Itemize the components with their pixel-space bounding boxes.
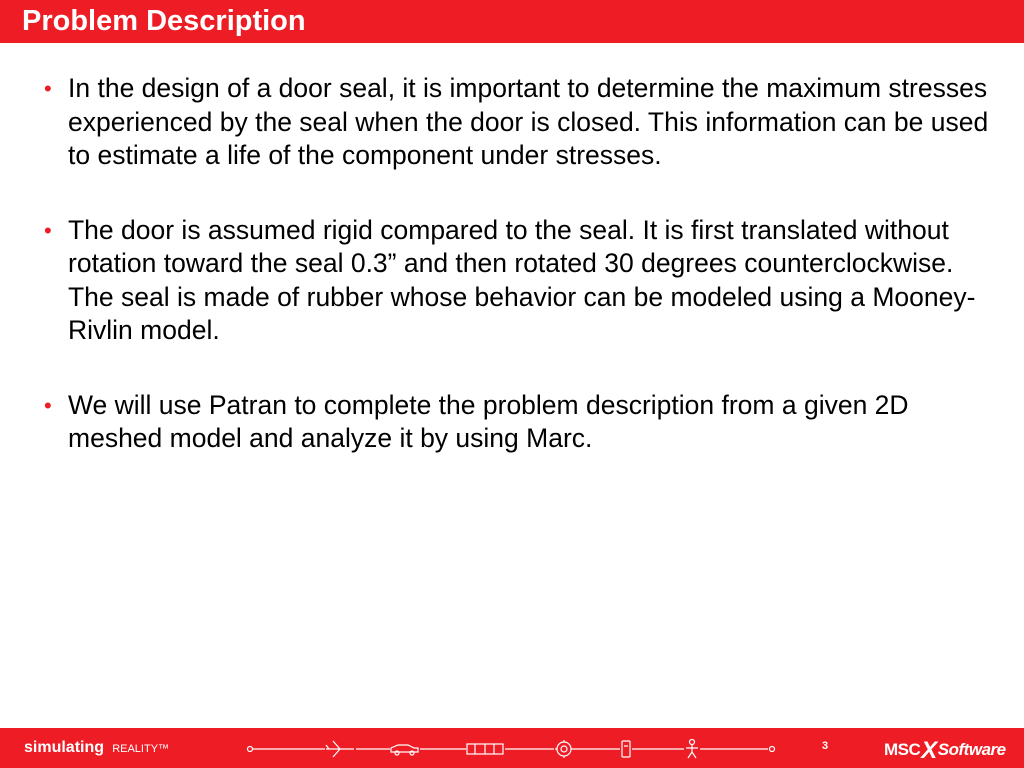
footer-bar xyxy=(0,728,1024,768)
bullet-text: The door is assumed rigid compared to the seal. It is first translated without rotation toward the seal 0.3” and then rotated 30 degrees counterclockwise. The seal is made of rubber whose behavior can be modeled using a Mooney-Rivlin model. xyxy=(68,214,976,345)
logo-x-icon: X xyxy=(921,737,937,764)
logo-software: Software xyxy=(937,740,1006,759)
brand-tagline xyxy=(24,739,169,757)
phone-icon xyxy=(622,741,630,757)
timeline-graphic xyxy=(240,736,780,762)
person-icon xyxy=(686,740,698,759)
bullet-marker: • xyxy=(44,392,52,418)
page-number: 3 xyxy=(822,740,829,752)
bullet-item xyxy=(44,389,1004,456)
bullet-marker: • xyxy=(44,217,52,243)
bullet-text: In the design of a door seal, it is important to determine the maximum stresses experienced by the seal when the door is closed. This information can be used to estimate a life of the component under stresses. xyxy=(68,73,989,170)
train-icon xyxy=(467,744,503,754)
brand-tagline-bold: simulating xyxy=(24,739,105,756)
bullet-item xyxy=(44,214,1004,348)
timeline-end-dot-icon xyxy=(770,747,775,752)
bullet-item xyxy=(44,72,1004,173)
msc-software-logo xyxy=(884,737,1006,765)
airplane-icon xyxy=(326,741,354,757)
bullet-list xyxy=(44,72,1004,497)
brand-tagline-reality: REALITY™ xyxy=(112,743,170,755)
title-bar xyxy=(0,0,1024,43)
timeline-end-dot-icon xyxy=(248,747,253,752)
gear-icon xyxy=(555,740,573,758)
car-icon xyxy=(391,745,418,755)
logo-msc: MSC xyxy=(884,740,921,759)
bullet-marker: • xyxy=(44,76,52,101)
slide-title: Problem Description xyxy=(22,5,306,37)
bullet-text: We will use Patran to complete the problem description from a given 2D meshed model and analyze it by using Marc. xyxy=(68,389,909,453)
